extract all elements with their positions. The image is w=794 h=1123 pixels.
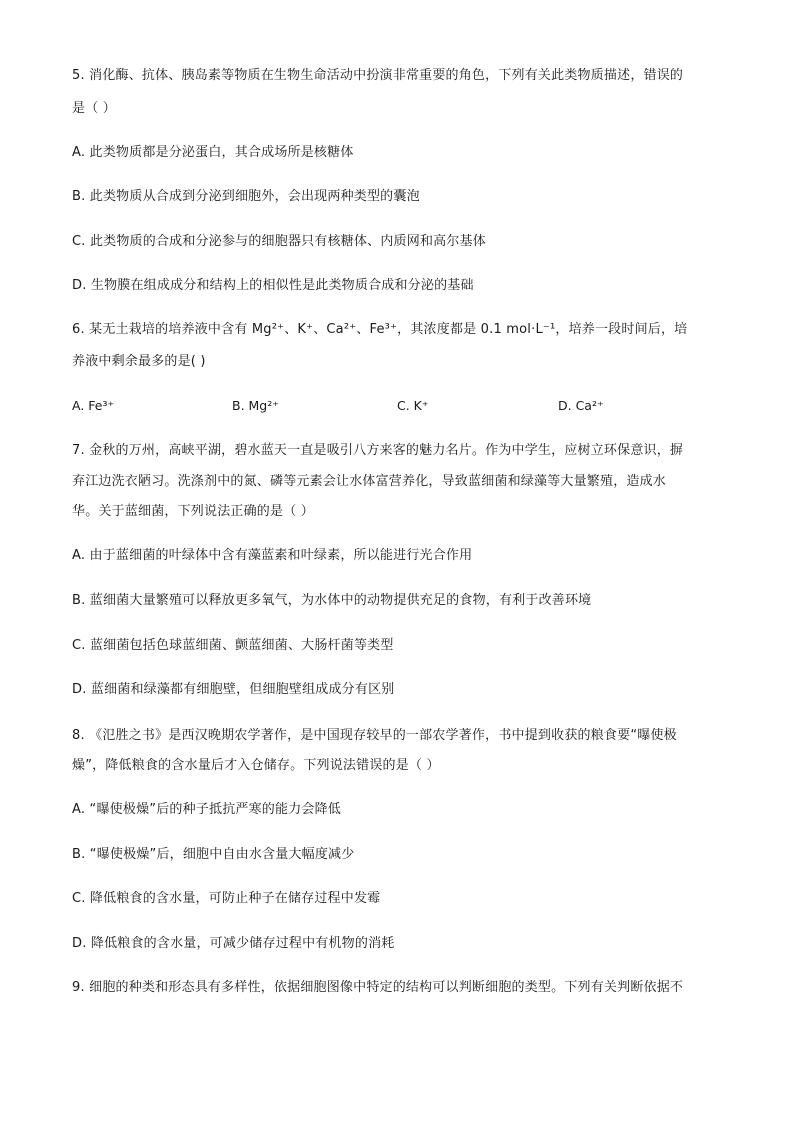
question-5-option-d: D. 生物膜在组成成分和结构上的相似性是此类物质合成和分泌的基础 xyxy=(72,278,474,293)
question-8-option-d: D. 降低粮食的含水量，可减少储存过程中有机物的消耗 xyxy=(72,936,395,951)
question-8-stem-line-1: 8. 《氾胜之书》是西汉晚期农学著作，是中国现存较早的一部农学著作，书中提到收获的粮食要“曝使极 xyxy=(72,728,677,743)
question-5-option-c: C. 此类物质的合成和分泌参与的细胞器只有核糖体、内质网和高尔基体 xyxy=(72,234,486,249)
question-7-option-d: D. 蓝细菌和绿藻都有细胞壁，但细胞壁组成成分有区别 xyxy=(72,682,395,697)
question-6-option-a: A. Fe³⁺ xyxy=(72,398,115,413)
question-5-stem-line-2: 是（ ） xyxy=(72,101,116,116)
question-5-option-a: A. 此类物质都是分泌蛋白，其合成场所是核糖体 xyxy=(72,145,354,160)
question-6-stem-line-1: 6. 某无土栽培的培养液中含有 Mg²⁺、K⁺、Ca²⁺、Fe³⁺，其浓度都是 0.1 mol·L⁻¹，培养一段时间后，培 xyxy=(72,322,688,337)
question-9-stem-line-1: 9. 细胞的种类和形态具有多样性，依据细胞图像中特定的结构可以判断细胞的类型。下列有关判断依据不 xyxy=(72,980,684,995)
question-8-option-a: A. “曝使极燥”后的种子抵抗严寒的能力会降低 xyxy=(72,802,341,817)
question-7-option-b: B. 蓝细菌大量繁殖可以释放更多氧气，为水体中的动物提供充足的食物，有利于改善环境 xyxy=(72,593,592,608)
question-7-stem-line-1: 7. 金秋的万州，高峡平湖，碧水蓝天一直是吸引八方来客的魅力名片。作为中学生，应树立环保意识，摒 xyxy=(72,443,684,458)
question-6-option-d: D. Ca²⁺ xyxy=(558,398,604,413)
question-6-option-b: B. Mg²⁺ xyxy=(232,398,279,413)
question-6-option-c: C. K⁺ xyxy=(397,398,429,413)
question-7-option-a: A. 由于蓝细菌的叶绿体中含有藻蓝素和叶绿素，所以能进行光合作用 xyxy=(72,548,473,563)
question-8-stem-line-2: 燥”，降低粮食的含水量后才入仓储存。下列说法错误的是（ ） xyxy=(72,758,440,773)
question-7-option-c: C. 蓝细菌包括色球蓝细菌、颤蓝细菌、大肠杆菌等类型 xyxy=(72,638,394,653)
question-6-options xyxy=(72,396,732,416)
question-8-option-b: B. “曝使极燥”后，细胞中自由水含量大幅度减少 xyxy=(72,847,355,862)
question-6-stem-line-2: 养液中剩余最多的是( ) xyxy=(72,354,206,369)
question-5-option-b: B. 此类物质从合成到分泌到细胞外，会出现两种类型的囊泡 xyxy=(72,189,420,204)
question-7-stem-line-3: 华。关于蓝细菌，下列说法正确的是（ ） xyxy=(72,504,314,519)
question-7-stem-line-2: 弃江边洗衣陋习。洗涤剂中的氮、磷等元素会让水体富营养化，导致蓝细菌和绿藻等大量繁殖，造成水 xyxy=(72,474,667,489)
question-8-option-c: C. 降低粮食的含水量，可防止种子在储存过程中发霉 xyxy=(72,891,381,906)
question-5-stem-line-1: 5. 消化酶、抗体、胰岛素等物质在生物生命活动中扮演非常重要的角色，下列有关此类物质描述，错误的 xyxy=(72,68,684,83)
